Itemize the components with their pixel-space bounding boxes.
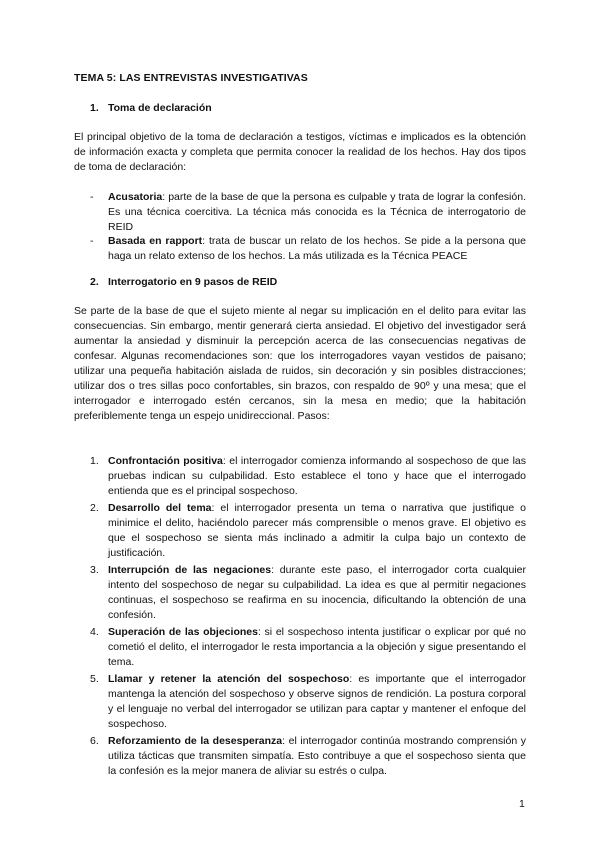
section-2-heading bbox=[90, 276, 277, 288]
step-term: Interrupción de las negaciones bbox=[108, 564, 272, 576]
step-term: Llamar y retener la atención del sospechoso bbox=[108, 673, 350, 685]
bullet-term: Acusatoria bbox=[108, 191, 163, 203]
list-item bbox=[90, 672, 526, 732]
step-number: 4. bbox=[90, 626, 99, 638]
section-2-number: 2. bbox=[90, 276, 99, 288]
bullet-rapport bbox=[90, 234, 526, 264]
section-1-intro: El principal objetivo de la toma de declaración a testigos, víctimas e implicados es la obtención de información exacta y completa que permita conocer la realidad de los hechos. Hay dos tipos de toma de declaración: bbox=[74, 131, 526, 173]
step-term: Superación de las objeciones bbox=[108, 626, 258, 638]
section-2-heading-text: Interrogatorio en 9 pasos de REID bbox=[108, 276, 278, 288]
reid-steps-list bbox=[90, 454, 526, 781]
document-title: TEMA 5: LAS ENTREVISTAS INVESTIGATIVAS bbox=[74, 72, 308, 84]
section-1-number: 1. bbox=[90, 102, 99, 114]
step-text: : durante este paso, el interrogador corta cualquier intento del sospechoso de negar su culpabilidad. La idea es que al permitir negaciones continuas, el sospechoso se reafirma en su inocencia, dificultando la obtención de una confesión. bbox=[108, 564, 527, 621]
step-number: 3. bbox=[90, 564, 99, 576]
bullet-text: : parte de la base de que la persona es culpable y trata de lograr la confesión. Es una técnica coercitiva. La técnica más conocida es la Técnica de interrogatorio de REID bbox=[108, 191, 526, 233]
bullet-mark: - bbox=[90, 191, 94, 203]
bullet-term: Basada en rapport bbox=[108, 235, 203, 247]
list-item bbox=[90, 454, 526, 499]
bullet-acusatoria bbox=[90, 190, 526, 235]
list-item bbox=[90, 734, 526, 779]
step-term: Desarrollo del tema bbox=[108, 502, 212, 514]
step-number: 5. bbox=[90, 673, 99, 685]
step-text: : es importante que el interrogador mantenga la atención del sospechoso y observe signos de rendición. La postura corporal y el lenguaje no verbal del interrogador se utilizan para captar y mantener el enfoque del sospechoso. bbox=[108, 673, 527, 730]
step-term: Confrontación positiva bbox=[108, 455, 223, 467]
page-number: 1 bbox=[519, 798, 525, 810]
step-text: : si el sospechoso intenta justificar o explicar por qué no cometió el delito, el interrogador le resta importancia a la objeción y sigue presentando el tema. bbox=[108, 626, 526, 668]
bullet-text: : trata de buscar un relato de los hechos. Se pide a la persona que haga un relato extenso de los hechos. La más utilizada es la Técnica PEACE bbox=[108, 235, 526, 262]
step-text: : el interrogador comienza informando al sospechoso de que las pruebas indican su culpabilidad. Esto establece el tono y hace que el interrogado entienda que es el principal sospechoso. bbox=[108, 455, 527, 497]
bullet-mark: - bbox=[90, 235, 94, 247]
step-text: : el interrogador continúa mostrando comprensión y utiliza tácticas que transmiten simpatía. Esto contribuye a que el sospechoso sienta que la confesión es la mejor manera de aliviar su estrés o culpa. bbox=[108, 735, 526, 777]
section-1-heading-text: Toma de declaración bbox=[108, 102, 212, 114]
step-number: 6. bbox=[90, 735, 99, 747]
step-term: Reforzamiento de la desesperanza bbox=[108, 735, 283, 747]
step-number: 1. bbox=[90, 455, 99, 467]
list-item bbox=[90, 501, 526, 561]
section-2-intro: Se parte de la base de que el sujeto miente al negar su implicación en el delito para evitar las consecuencias. Sin embargo, mentir generará cierta ansiedad. El objetivo del investigador será aumentar la ansiedad y disminuir la percepción acerca de las consecuencias negativas de confesar. Algunas recomendaciones son: que los interrogadores vayan vestidos de paisano; utilizar una pequeña habitación aislada de ruidos, sin decoración y sin posibles distracciones; utilizar dos o tres sillas poco confortables, sin brazos, con respaldo de 90º y una mesa; que el interrogador e interrogado estén cercanos, sin la mesa en medio; que la habitación preferiblemente tenga un espejo unidireccional. Pasos: bbox=[74, 305, 526, 422]
step-text: : el interrogador presenta un tema o narrativa que justifique o minimice el delito, haciéndolo parecer más comprensible o menos grave. El objetivo es que el sospechoso se sienta más inclinado a admitir la culpa bajo un contexto de justificación. bbox=[108, 502, 526, 559]
list-item bbox=[90, 625, 526, 670]
list-item bbox=[90, 563, 526, 623]
section-1-heading bbox=[90, 102, 212, 114]
step-number: 2. bbox=[90, 502, 99, 514]
